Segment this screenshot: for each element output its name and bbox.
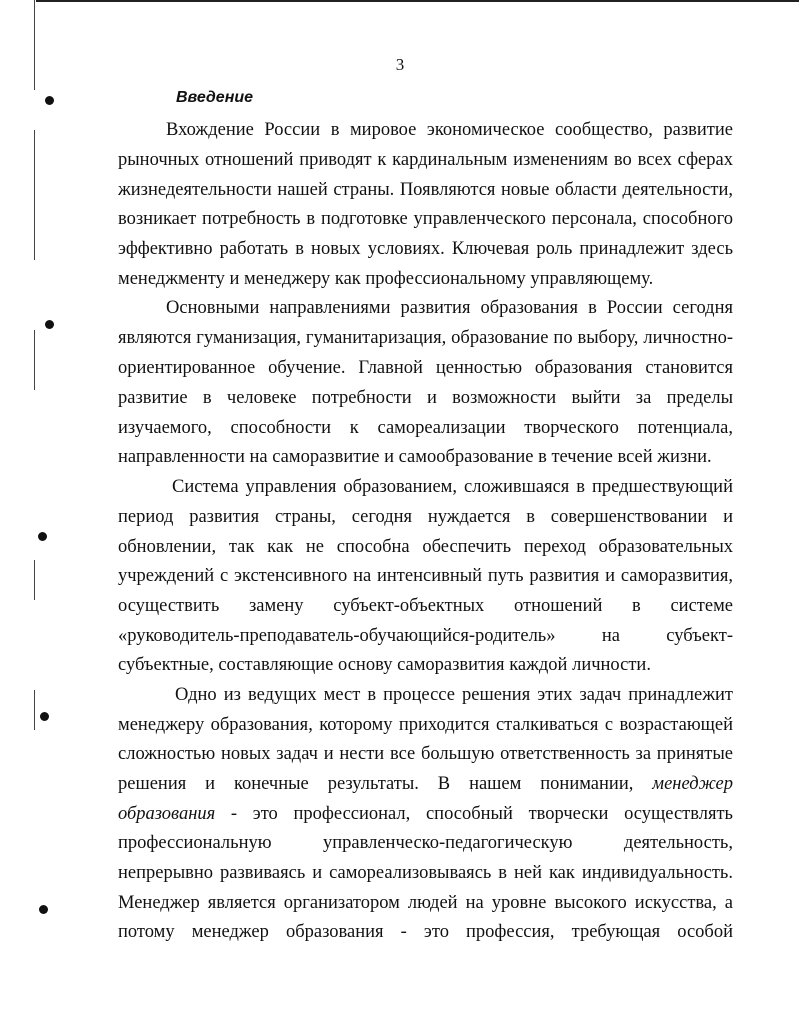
text-line: Одно из ведущих мест в процессе решения этих задач принадлежит xyxy=(175,685,733,705)
text-line: рыночных отношений приводят к кардинальным изменениям во всех сферах xyxy=(118,150,733,170)
text-line: субъектные, составляющие основу саморазвития каждой личности. xyxy=(118,655,651,675)
text-line: Менеджер является организатором людей на уровне высокого искусства, а xyxy=(118,893,733,913)
scan-left-border xyxy=(34,330,35,390)
binding-hole-mark xyxy=(45,320,54,329)
text-line: являются гуманизация, гуманитаризация, образование по выбору, личностно- xyxy=(118,328,733,348)
text-line: эффективно работать в новых условиях. Ключевая роль принадлежит здесь xyxy=(118,239,733,259)
scan-top-border xyxy=(36,0,799,2)
scan-left-border xyxy=(34,0,35,90)
text-line: направленности на саморазвитие и самообразование в течение всей жизни. xyxy=(118,447,712,467)
text-line xyxy=(118,773,733,795)
text-line: изучаемого, способности к самореализации творческого потенциала, xyxy=(118,418,733,438)
text-segment: - это профессионал, способный творчески осуществлять xyxy=(215,804,733,824)
text-line xyxy=(118,803,733,825)
binding-hole-mark xyxy=(39,905,48,914)
text-line: учреждений с экстенсивного на интенсивный путь развития и саморазвития, xyxy=(118,566,733,586)
text-line: сложностью новых задач и нести все большую ответственность за принятые xyxy=(118,744,733,764)
text-line: потому менеджер образования - это профессия, требующая особой xyxy=(118,922,733,942)
text-line: непрерывно развиваясь и самореализовываясь в ней как индивидуальность. xyxy=(118,863,733,883)
text-line: осуществить замену субъект-объектных отношений в системе xyxy=(118,596,733,616)
text-line: ориентированное обучение. Главной ценностью образования становится xyxy=(118,358,733,378)
binding-hole-mark xyxy=(38,532,47,541)
section-heading: Введение xyxy=(176,89,254,106)
scan-left-border xyxy=(34,690,35,730)
text-line: профессиональную управленческо-педагогическую деятельность, xyxy=(118,833,733,853)
text-line: Вхождение России в мировое экономическое сообщество, развитие xyxy=(166,120,733,140)
text-line: развитие в человеке потребности и возможности выйти за пределы xyxy=(118,388,733,408)
page-number: 3 xyxy=(395,55,405,74)
text-line: менеджеру образования, которому приходится сталкиваться с возрастающей xyxy=(118,715,733,735)
scan-left-border xyxy=(34,130,35,260)
text-line: менеджменту и менеджеру как профессиональному управляющему. xyxy=(118,269,654,289)
italic-term: образования xyxy=(118,804,216,824)
text-line: Основными направлениями развития образования в России сегодня xyxy=(166,298,733,318)
binding-hole-mark xyxy=(45,96,54,105)
text-line: обновлении, так как не способна обеспечить переход образовательных xyxy=(118,537,733,557)
text-segment: решения и конечные результаты. В нашем понимании, xyxy=(118,774,634,794)
text-line: Система управления образованием, сложившаяся в предшествующий xyxy=(172,477,733,497)
italic-term: менеджер xyxy=(652,774,734,794)
scan-left-border xyxy=(34,560,35,600)
binding-hole-mark xyxy=(40,712,49,721)
text-line: период развития страны, сегодня нуждается в совершенствовании и xyxy=(118,507,733,527)
text-line: возникает потребность в подготовке управленческого персонала, способного xyxy=(118,209,733,229)
text-line: жизнедеятельности нашей страны. Появляются новые области деятельности, xyxy=(118,180,733,200)
text-line: «руководитель-преподаватель-обучающийся-родитель» на субъект- xyxy=(118,626,733,646)
